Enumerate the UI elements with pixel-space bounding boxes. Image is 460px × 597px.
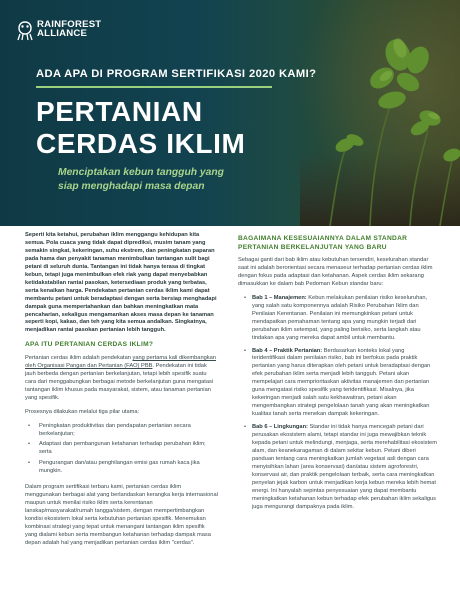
chapter-title: Bab 4 – Praktik Pertanian: (252, 347, 323, 354)
chapter-title: Bab 1 – Manajemen: (252, 294, 307, 301)
pillars-intro: Prosesnya dilakukan melalui tiga pilar utama: (25, 408, 140, 415)
chapter-title: Bab 6 – Lingkungan: (252, 424, 308, 431)
section-heading-standard (238, 235, 438, 252)
left-column (25, 232, 218, 554)
title-line-2: CERDAS IKLIM (36, 128, 246, 159)
list-item: • Peningkatan produktivitas dan pendapatan pertanian secara berkelanjutan; (35, 423, 218, 439)
list-item (246, 295, 438, 343)
heading-line-2: PERTANIAN BERKELANJUTAN YANG BARU (238, 243, 387, 251)
subtitle-line-1: Menciptakan kebun tangguh yang (58, 167, 224, 178)
program-paragraph: Dalam program sertifikasi terbaru kami, pertanian cerdas iklim menggunakan berbagai alat yang berlandaskan kerangka kerja internasional maupun untuk menilai risiko iklim serta kerentanan lanskap/masyarakat/rumah tangga/sistem, dengan mempertimbangkan kondisi ekosistem lokal serta kebutuhan pertanian spesifik. Menemukan kombinasi strategi yang tepat untuk menangani tantangan iklim spesifik yang dialami kebun serta membangun ketahanan terhadap dampak masa depan adalah hal yang menjadikan pertanian cerdas iklim "cerdas". (25, 484, 218, 546)
standard-intro-paragraph: Sebagai ganti dari bab iklim atau kebutuhan tersendiri, keselurahan standar saat ini adalah berorientasi secara menaseur terhadap pertanian cerdas iklim dengan fokus pada adaptasi dan ketahanan. Aspek cerdas iklim sekarang dimasukkan ke dalam bab Pedoman Kebun standar baru: (238, 257, 433, 287)
kicker-heading: ADA APA DI PROGRAM SERTIFIKASI 2020 KAMI? (36, 68, 317, 80)
definition-text-a: Pertanian cerdas iklim adalah pendekatan (25, 354, 133, 361)
subtitle-line-2: siap menghadapi masa depan (58, 180, 205, 192)
list-item: • Adaptasi dan pembangunan ketahanan terhadap perubahan iklim; serta (35, 441, 218, 457)
chapter-text: Kebun melakukan penilaian risiko keseluruhan, yang salah satu komponennya adalah Risiko Perubahan Iklim dan Penilaian Kerentanan. Penilaian ini memungkinkan petani untuk mendapatkan pemahaman tentang apa yang mungkin terjadi dari perubahan iklim setempat, yang paling berisiko, serta langkah atau tindakan apa yang mereka dapat ambil untuk membantu. (252, 294, 428, 341)
section-heading-what-is: APA ITU PERTANIAN CERDAS IKLIM? (25, 341, 154, 349)
list-item: • Pengurangan dan/atau penghilangan emisi gas rumah kaca jika mungkin. (35, 460, 218, 476)
chapter-text: Berdasarkan konteks lokal yang teridentifikasi dalam penilaian risiko, bab ini berfokus pada praktik pertanian yang harus diterapkan oleh petani untuk beradaptasi dengan efek perubahan iklim serta menjadi lebih tangguh. Petani akan mempelajari cara memprioritaskan aktivitas manajemen dan pertanian guna mengatasi risiko spesifik yang teridentifikasi. Misalnya, jika kekeringan menjadi salah satu kekhawatiran, petani akan mengembangkan strategi pengelolaan tanah yang akan meningkatkan kualitas tanah serta menekan dampak kekeringan. (252, 347, 431, 418)
logo-line-2: ALLIANCE (37, 28, 88, 40)
rainforest-alliance-logo (17, 20, 101, 41)
hero-banner (0, 0, 460, 226)
frog-icon (17, 21, 33, 41)
pillars-list (25, 423, 218, 477)
intro-paragraph: Seperti kita ketahui, perubahan iklim menggangu kehidupan kita semua. Pola cuaca yang tidak dapat diprediksi, musim tanam yang semakin singkat, kekeringan, suhu ekstrem, dan peningkatan paparan pada hama dan penyakit tanaman menimbulkan tantangan sulit bagi petani di seluruh dunia. Tantangan ini tidak hanya terasa di tingkat kebun, tetapi juga menimbulkan efek riak yang dapat menyebabkan ketidakstabilan rantai pasokan, ketersediaan produk yang terbatas, serta kenaikan harga. Pendekatan pertanian cerdas iklim kami dapat membantu petani untuk beradaptasi dengan serta bersiap menghadapi dampak guna mempertahankan dan bahkan meningkatkan mata pencaharian, sekaligus mengamankan akses masa depan ke tanaman seperti kopi, kakao, dan teh yang kita semua andalkan. Singkatnya, menjadikan rantai pasokan pertanian lebih tangguh. (25, 232, 217, 334)
list-item (246, 424, 438, 511)
list-item (246, 348, 438, 420)
page-subtitle (58, 166, 224, 193)
chapter-list (238, 295, 438, 512)
definition-paragraph (25, 355, 218, 403)
right-column (238, 232, 438, 517)
fao-link[interactable]: yang pertama kali dikembangkan oleh Organisasi Pangan dan Pertanian (FAO) PBB (25, 354, 216, 369)
chapter-text: Standar ini tidak hanya mencegah petani dari perusakan ekosistem alami, tetapi standar ini juga mewajibkan teknik kepada petani untuk melindungi, menjaga, serta merehabilitasi ekosistem alam, dan keanekaragaman di dalam sekitar kebun. Petani diberi panduan tentang cara meningkatkan jumlah vegetasi asli dengan cara menyisihkan lahan (area konservasi) dan/atau sistem agroforestri, konservasi air, dan praktik pengelolaan terbaik, serta cara meningkatkan penyelan jejak karbon untuk menjadikan kerja kebun mereka lebih hemat energi. Ini hanyalah sepintas penyesuaian yang dapat membantu meningkatkan ketahanan kebun terhadap efek perubahan iklim sekaligus juga mengurangi dampaknya pada iklim. (252, 424, 437, 510)
definition-text-b: . Pendekatan ini tidak jauh berbeda dengan pertanian berkelanjutan, tetapi lebih spesifik suatu cara dari menggabungkan berbagai metode berkelanjutan guna mengatasi tantangan iklim khusus pada masyarakat, sistem, atau tanaman pertanian yang spesifik. (25, 362, 214, 401)
title-line-1: PERTANIAN (36, 96, 203, 127)
page-title (36, 96, 245, 160)
heading-line-1: BAGAIMANA KESESUAIANNYA DALAM STANDAR (238, 235, 408, 242)
kicker-divider (36, 86, 272, 88)
logo-line-1: RAINFOREST (37, 19, 102, 30)
